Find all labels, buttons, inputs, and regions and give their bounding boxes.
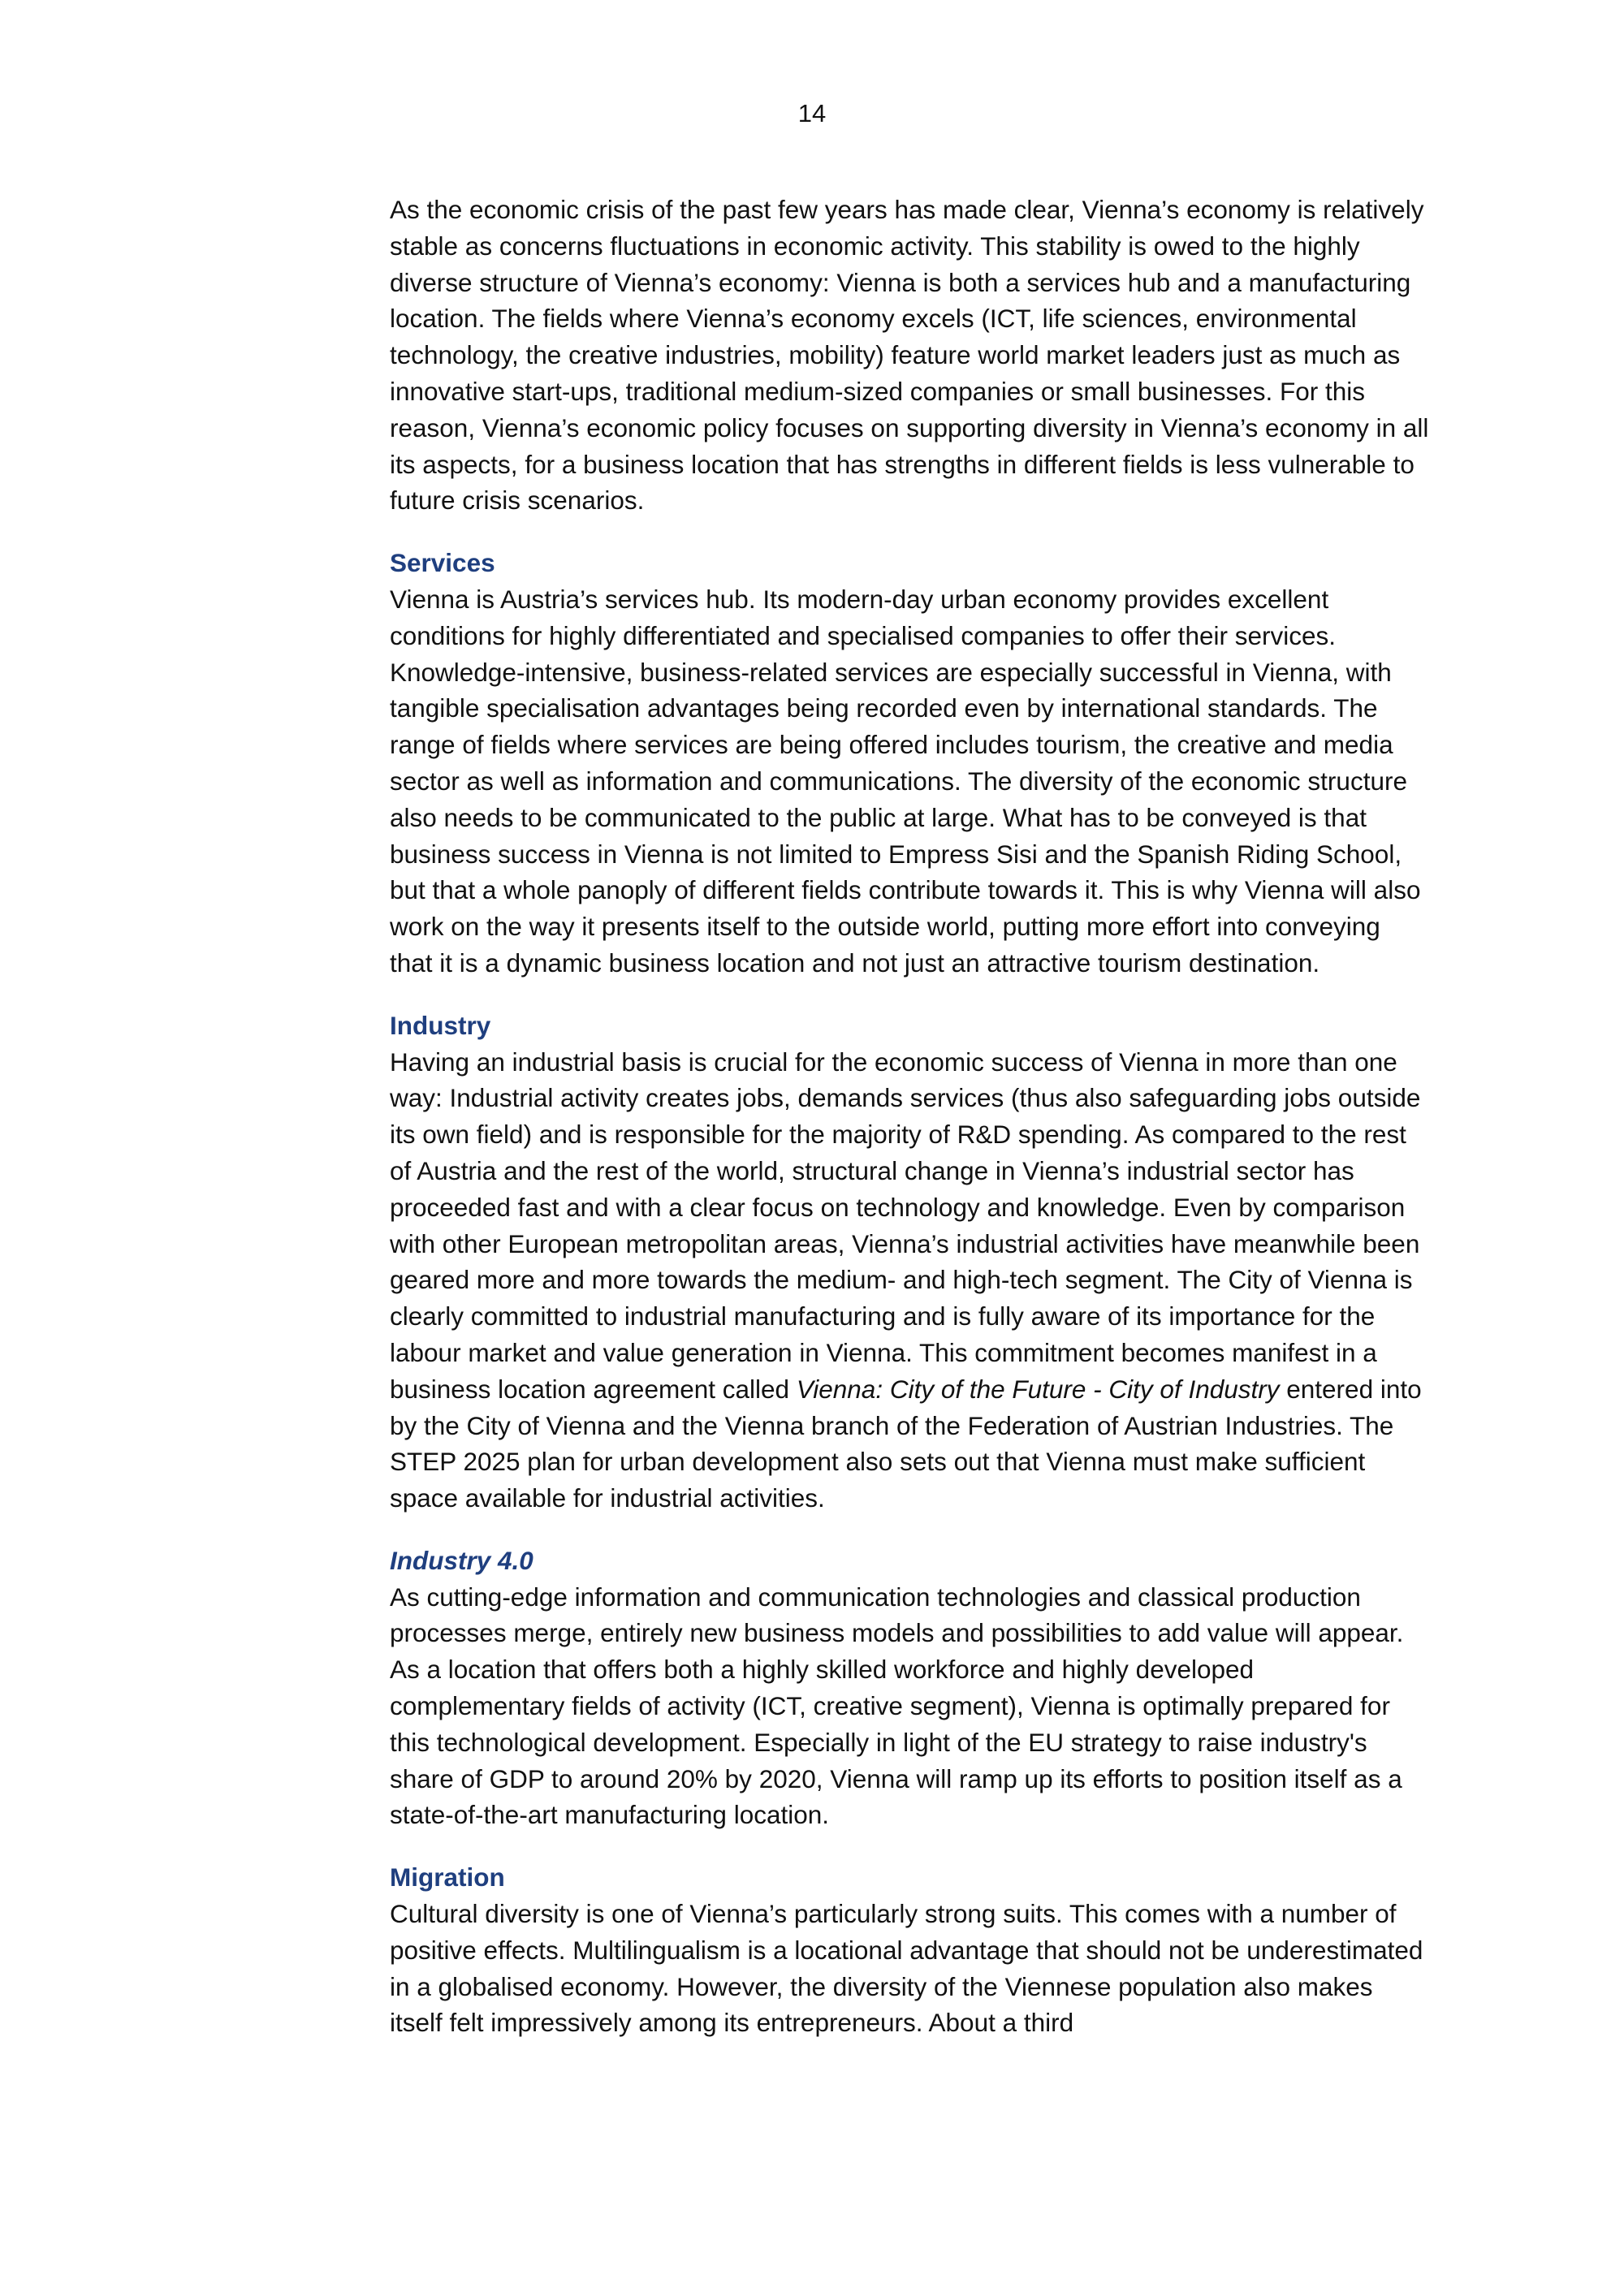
industry40-paragraph: As cutting-edge information and communication technologies and classical production processes merge, entirely new business models and possibilities to add value will appear. As a location that offers both a highly skilled workforce and highly developed complementary fields of activity (ICT, creative segment), Vienna is optimally prepared for this technological development. Especially in light of the EU strategy to raise industry's share of GDP to around 20% by 2020, Vienna will ramp up its efforts to position itself as a state-of-the-art manufacturing location. [390, 1582, 1404, 1830]
migration-paragraph: Cultural diversity is one of Vienna’s particularly strong suits. This comes with a number of positive effects. Multilingualism is a locational advantage that should not be underestimated in a globalised economy. However, the diversity of the Viennese population also makes itself felt impressively among its entrepreneurs. About a third [390, 1899, 1423, 2038]
intro-paragraph: As the economic crisis of the past few years has made clear, Vienna’s economy is relatively stable as concerns fluctuations in economic activity. This stability is owed to the highly diverse structure of Vienna’s economy: Vienna is both a services hub and a manufacturing location. The fields where Vienna’s economy excels (ICT, life sciences, environmental technology, the creative industries, mobility) feature world market leaders just as much as innovative start-ups, traditional medium-sized companies or small businesses. For this reason, Vienna’s economic policy focuses on supporting diversity in Vienna’s economy in all its aspects, for a business location that has strengths in different fields is less vulnerable to future crisis scenarios. [390, 195, 1429, 516]
migration-section [390, 1859, 1429, 2041]
services-heading: Services [390, 548, 495, 578]
industry40-section [390, 1543, 1429, 1833]
industry-paragraph [390, 1044, 1429, 1517]
industry-text-after: entered into by the City of Vienna and the Vienna branch of the Federation of Austrian Industries. The STEP 2025 plan for urban development also sets out that Vienna must make sufficient space available for industrial activities. [390, 1374, 1422, 1513]
industry40-heading: Industry 4.0 [390, 1545, 533, 1575]
page-number: 14 [797, 99, 827, 127]
services-section [390, 545, 1429, 982]
agreement-title: Vienna: City of the Future - City of Industry [796, 1374, 1280, 1404]
migration-heading: Migration [390, 1862, 505, 1892]
industry-section [390, 1008, 1429, 1517]
industry-text-before: Having an industrial basis is crucial for the economic success of Vienna in more than one way: Industrial activity creates jobs, demands services (thus also safeguarding jobs outside its own field) and is responsible for the majority of R&D spending. As compared to the rest of Austria and the rest of the world, structural change in Vienna’s industrial sector has proceeded fast and with a clear focus on technology and knowledge. Even by comparison with other European metropolitan areas, Vienna’s industrial activities have meanwhile been geared more and more towards the medium- and high-tech segment. The City of Vienna is clearly committed to industrial manufacturing and is fully aware of its importance for the labour market and value generation in Vienna. This commitment becomes manifest in a business location agreement called [390, 1047, 1421, 1404]
services-paragraph: Vienna is Austria’s services hub. Its modern-day urban economy provides excellent conditions for highly differentiated and specialised companies to offer their services. Knowledge-intensive, business-related services are especially successful in Vienna, with tangible specialisation advantages being recorded even by international standards. The range of fields where services are being offered includes tourism, the creative and media sector as well as information and communications. The diversity of the economic structure also needs to be communicated to the public at large. What has to be conveyed is that business success in Vienna is not limited to Empress Sisi and the Spanish Riding School, but that a whole panoply of different fields contribute towards it. This is why Vienna will also work on the way it presents itself to the outside world, putting more effort into conveying that it is a dynamic business location and not just an attractive tourism destination. [390, 584, 1421, 978]
document-body [390, 192, 1429, 2041]
industry-heading: Industry [390, 1010, 491, 1040]
